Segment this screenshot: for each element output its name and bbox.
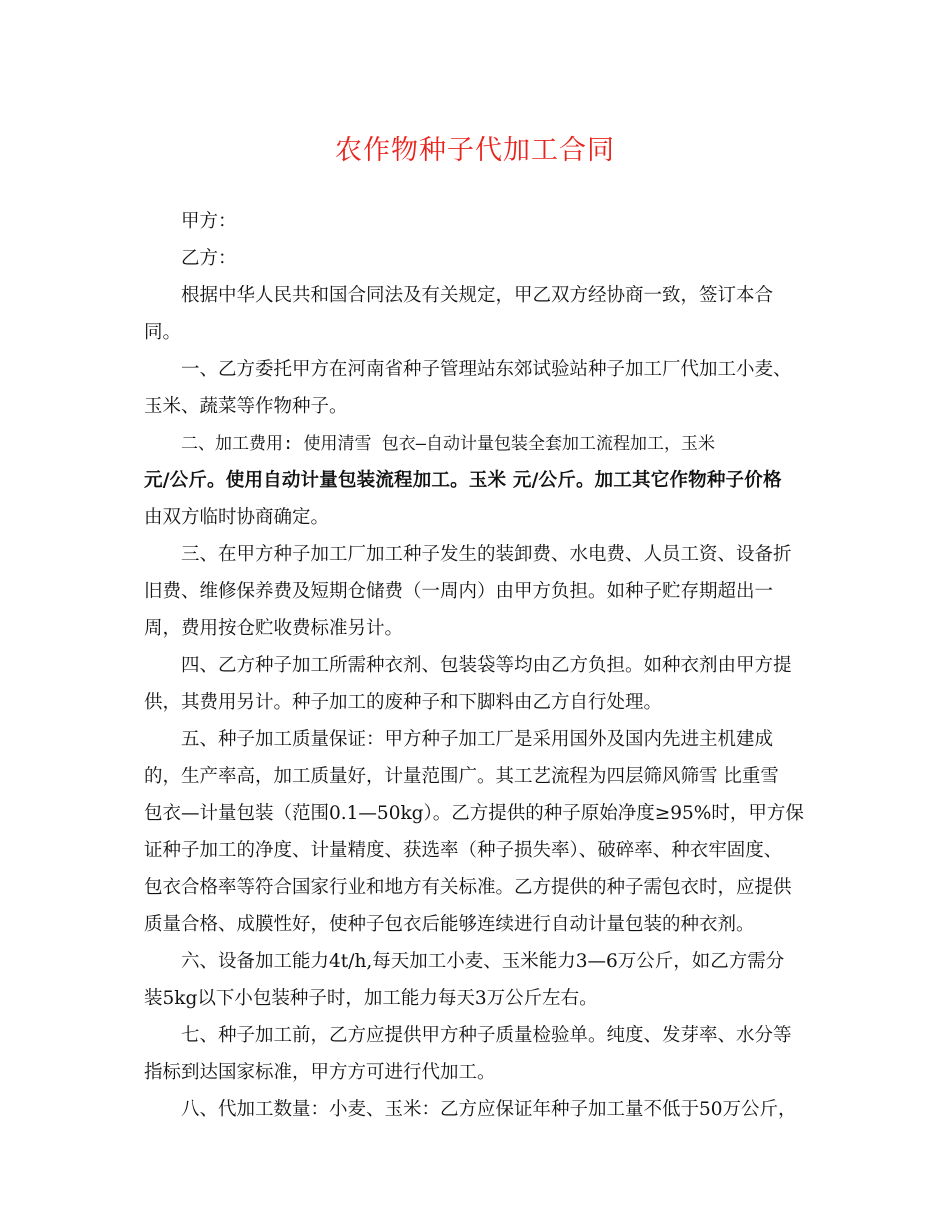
clause-8-line-1: 八、代加工数量：小麦、玉米：乙方应保证年种子加工量不低于50万公斤， (181, 1099, 797, 1120)
clause-4-line-1: 四、乙方种子加工所需种衣剂、包装袋等均由乙方负担。如种衣剂由甲方提 (181, 655, 792, 676)
clause-2-line-1: 二、加工费用: 使用清雪 包衣—自动计量包装全套加工流程加工，玉米 (181, 434, 715, 454)
clause-6-line-2: 装5kg以下小包装种子时，加工能力每天3万公斤左右。 (144, 988, 598, 1009)
clause-5-line-3: 包衣—计量包装（范围0.1—50kg）。乙方提供的种子原始净度≥95%时，甲方保 (144, 803, 804, 824)
clause-7-line-2: 指标到达国家标准，甲方方可进行代加工。 (144, 1062, 496, 1083)
clause-3-line-1: 三、在甲方种子加工厂加工种子发生的装卸费、水电费、人员工资、设备折 (181, 544, 792, 565)
clause-1-line-2: 玉米、蔬菜等作物种子。 (144, 396, 348, 417)
clause-2-line-2: 元/公斤。使用自动计量包装流程加工。玉米 元/公斤。加工其它作物种子价格 (144, 470, 782, 491)
clause-3-line-2: 旧费、维修保养费及短期仓储费（一周内）由甲方负担。如种子贮存期超出一 (144, 581, 774, 602)
clause-5-line-1: 五、种子加工质量保证：甲方种子加工厂是采用国外及国内先进主机建成 (181, 729, 774, 750)
clause-5-line-2: 的，生产率高，加工质量好，计量范围广。其工艺流程为四层筛风筛雪 比重雪 (144, 766, 779, 787)
preamble-line-1: 根据中华人民共和国合同法及有关规定，甲乙双方经协商一致，签订本合 (181, 285, 774, 306)
clause-5-line-4: 证种子加工的净度、计量精度、获选率（种子损失率）、破碎率、种衣牢固度、 (144, 840, 783, 861)
clause-1-line-1: 一、乙方委托甲方在河南省种子管理站东郊试验站种子加工厂代加工小麦、 (181, 359, 792, 380)
clause-3-line-3: 周，费用按仓贮收费标准另计。 (144, 618, 404, 639)
clause-5-line-5: 包衣合格率等符合国家行业和地方有关标准。乙方提供的种子需包衣时，应提供 (144, 877, 792, 898)
clause-6-line-1: 六、设备加工能力4t/h,每天加工小麦、玉米能力3—6万公斤，如乙方需分 (181, 951, 785, 972)
preamble-line-2: 同。 (144, 322, 182, 343)
clause-7-line-1: 七、种子加工前，乙方应提供甲方种子质量检验单。纯度、发芽率、水分等 (181, 1025, 792, 1046)
clause-2-line-3: 由双方临时协商确定。 (144, 507, 330, 528)
clause-4-line-2: 供，其费用另计。种子加工的废种子和下脚料由乙方自行处理。 (144, 692, 663, 713)
party-b-line: 乙方： (181, 248, 237, 269)
party-a-line: 甲方： (181, 211, 237, 232)
clause-5-line-6: 质量合格、成膜性好，使种子包衣后能够连续进行自动计量包装的种衣剂。 (144, 914, 755, 935)
document-title: 农作物种子代加工合同 (335, 135, 615, 166)
